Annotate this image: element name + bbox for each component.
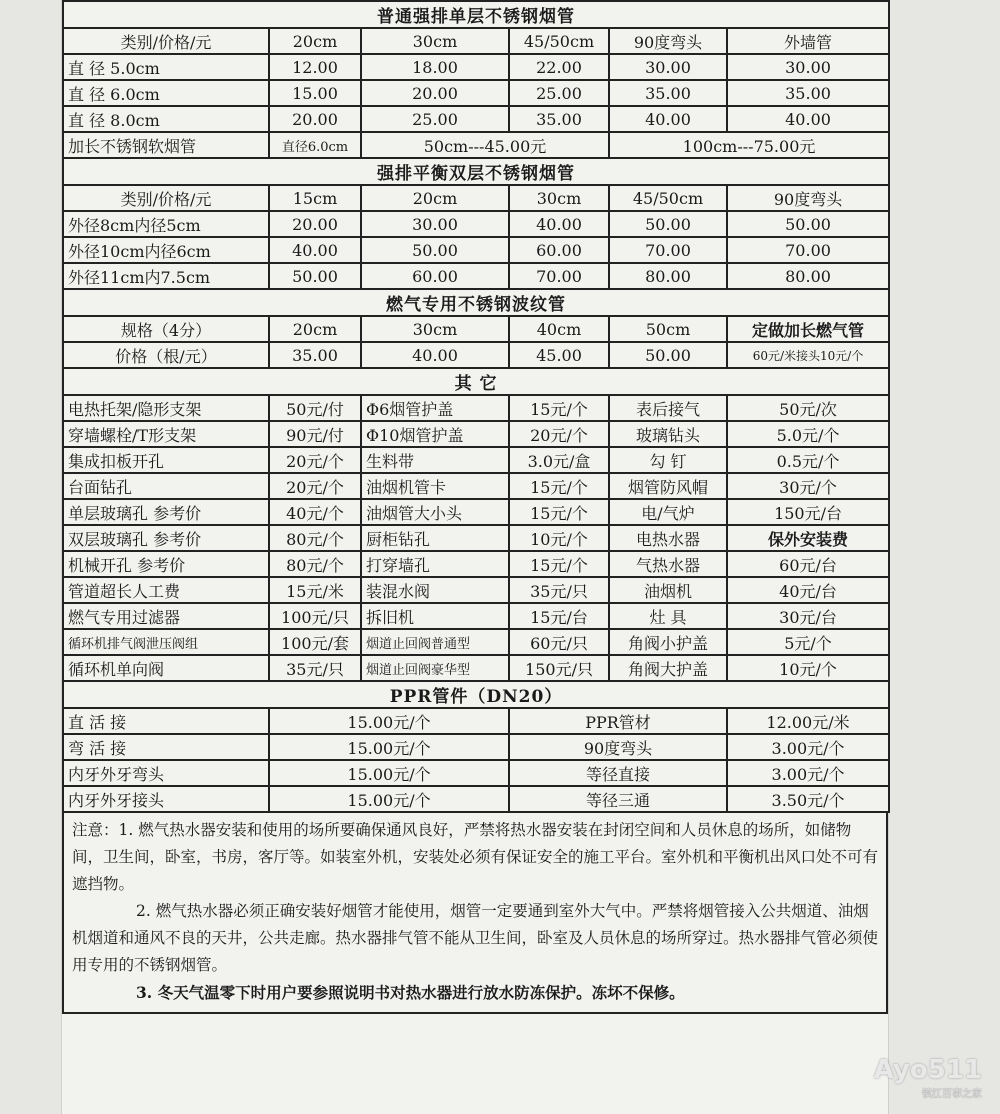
price-cell: 30.00: [727, 54, 889, 80]
row-label: 价格（根/元）: [63, 342, 269, 368]
item-label: 油烟机管卡: [361, 473, 509, 499]
price-cell: 15元/个: [509, 499, 609, 525]
watermark-sub: 镇江百事之家: [922, 1089, 982, 1100]
item-label: 内牙外牙接头: [63, 786, 269, 812]
item-label: 装混水阀: [361, 577, 509, 603]
table-row: [63, 760, 889, 786]
item-label: 直 活 接: [63, 708, 269, 734]
item-label: 烟道止回阀普通型: [361, 629, 509, 655]
price-cell: 15.00元/个: [269, 708, 509, 734]
price-cell: 15元/个: [509, 551, 609, 577]
price-cell: 22.00: [509, 54, 609, 80]
table-row: [63, 603, 889, 629]
price-cell: 100元/只: [269, 603, 361, 629]
price-cell: 20.00: [361, 80, 509, 106]
price-cell: 15.00: [269, 80, 361, 106]
header-cell: 15cm: [269, 185, 361, 211]
price-cell: 60元/台: [727, 551, 889, 577]
header-cell: 定做加长燃气管: [727, 316, 889, 342]
price-cell: 15元/个: [509, 395, 609, 421]
item-label: 拆旧机: [361, 603, 509, 629]
price-cell: 35.00: [509, 106, 609, 132]
section2-header-row: [63, 185, 889, 211]
item-label: 电/气炉: [609, 499, 727, 525]
item-label: 等径三通: [509, 786, 727, 812]
price-cell: 40元/台: [727, 577, 889, 603]
item-label: 气热水器: [609, 551, 727, 577]
item-label: 烟管防风帽: [609, 473, 727, 499]
item-label: 循环机排气阀泄压阀组: [63, 629, 269, 655]
item-label: 烟道止回阀豪华型: [361, 655, 509, 681]
price-cell: 15元/个: [509, 473, 609, 499]
item-label: 循环机单向阀: [63, 655, 269, 681]
price-cell: 70.00: [609, 237, 727, 263]
price-cell: 60元/米接头10元/个: [727, 342, 889, 368]
section4-title: 其 它: [63, 368, 889, 395]
table-row: [63, 395, 889, 421]
price-cell: 3.00元/个: [727, 734, 889, 760]
row-label: 直 径 5.0cm: [63, 54, 269, 80]
price-cell: 12.00元/米: [727, 708, 889, 734]
item-label: 油烟机: [609, 577, 727, 603]
header-cell: 20cm: [269, 316, 361, 342]
table-row: [63, 54, 889, 80]
price-cell: 20.00: [269, 211, 361, 237]
header-cell: 20cm: [269, 28, 361, 54]
row-label: 外径10cm内径6cm: [63, 237, 269, 263]
price-cell: 50cm---45.00元: [361, 132, 609, 158]
row-label: 直 径 6.0cm: [63, 80, 269, 106]
section3-header-row: [63, 316, 889, 342]
price-cell: 15.00元/个: [269, 734, 509, 760]
item-label: 弯 活 接: [63, 734, 269, 760]
price-cell: 40.00: [361, 342, 509, 368]
price-cell: 40.00: [727, 106, 889, 132]
header-cell: 类别/价格/元: [63, 185, 269, 211]
price-cell: 3.50元/个: [727, 786, 889, 812]
price-cell: 100元/套: [269, 629, 361, 655]
price-cell: 60元/只: [509, 629, 609, 655]
note-3: 3. 冬天气温零下时用户要参照说明书对热水器进行放水防冻保护。冻坏不保修。: [136, 983, 685, 1002]
price-table: [62, 0, 890, 813]
price-cell: 60.00: [361, 263, 509, 289]
price-cell: 80元/个: [269, 551, 361, 577]
table-row: [63, 708, 889, 734]
table-row: [63, 106, 889, 132]
price-cell: 50.00: [609, 211, 727, 237]
item-label: PPR管材: [509, 708, 727, 734]
header-cell: 40cm: [509, 316, 609, 342]
note-1: 注意：1. 燃气热水器安装和使用的场所要确保通风良好，严禁将热水器安装在封闭空间和人员休息的场所，如储物间，卫生间，卧室，书房，客厅等。如装室外机，安装处必须有保证安全的施工平台。室外机和平衡机出风口处不可有遮挡物。: [72, 821, 879, 893]
notes-section: [62, 813, 888, 1014]
row-label: 外径8cm内径5cm: [63, 211, 269, 237]
price-cell: 20元/个: [509, 421, 609, 447]
price-cell: 40.00: [609, 106, 727, 132]
price-cell: 10元/个: [509, 525, 609, 551]
price-cell: 15.00元/个: [269, 760, 509, 786]
item-label: 厨柜钻孔: [361, 525, 509, 551]
item-label: 生料带: [361, 447, 509, 473]
section5-title: PPR管件（DN20）: [63, 681, 889, 708]
table-row: [63, 629, 889, 655]
table-row: [63, 551, 889, 577]
price-cell: 35.00: [269, 342, 361, 368]
item-label: 管道超长人工费: [63, 577, 269, 603]
price-cell: 5元/个: [727, 629, 889, 655]
price-cell: 35元/只: [509, 577, 609, 603]
item-label: 等径直接: [509, 760, 727, 786]
item-label: Φ6烟管护盖: [361, 395, 509, 421]
price-cell: 70.00: [509, 263, 609, 289]
header-cell: 90度弯头: [609, 28, 727, 54]
table-row: [63, 786, 889, 812]
price-cell: 50元/付: [269, 395, 361, 421]
price-cell: 30元/个: [727, 473, 889, 499]
price-cell: 80.00: [727, 263, 889, 289]
price-cell: 5.0元/个: [727, 421, 889, 447]
price-cell: 20元/个: [269, 447, 361, 473]
section1-header-row: [63, 28, 889, 54]
price-cell: 35.00: [609, 80, 727, 106]
item-label: Φ10烟管护盖: [361, 421, 509, 447]
table-row: [63, 263, 889, 289]
header-cell: 30cm: [361, 28, 509, 54]
price-cell: 150元/台: [727, 499, 889, 525]
price-cell: 45.00: [509, 342, 609, 368]
price-cell: 35元/只: [269, 655, 361, 681]
price-cell: 30.00: [361, 211, 509, 237]
price-cell: 40.00: [269, 237, 361, 263]
table-row: [63, 447, 889, 473]
section1-title: 普通强排单层不锈钢烟管: [63, 1, 889, 28]
watermark-main: Ayo511: [873, 1055, 982, 1085]
item-label: 机械开孔 参考价: [63, 551, 269, 577]
item-label: 勾 钉: [609, 447, 727, 473]
price-cell: 18.00: [361, 54, 509, 80]
price-cell: 80.00: [609, 263, 727, 289]
price-cell: 3.00元/个: [727, 760, 889, 786]
price-cell: 60.00: [509, 237, 609, 263]
item-label: 集成扣板开孔: [63, 447, 269, 473]
item-label: 灶 具: [609, 603, 727, 629]
table-row: [63, 80, 889, 106]
header-cell: 30cm: [361, 316, 509, 342]
section3-title: 燃气专用不锈钢波纹管: [63, 289, 889, 316]
table-row: [63, 421, 889, 447]
price-cell: 100cm---75.00元: [609, 132, 889, 158]
table-row: [63, 577, 889, 603]
item-label: 角阀大护盖: [609, 655, 727, 681]
item-label: 90度弯头: [509, 734, 727, 760]
row-label: 外径11cm内7.5cm: [63, 263, 269, 289]
table-row: [63, 499, 889, 525]
price-cell: 20.00: [269, 106, 361, 132]
row-label: 加长不锈钢软烟管: [63, 132, 269, 158]
table-row: [63, 473, 889, 499]
price-cell: 70.00: [727, 237, 889, 263]
table-row: [63, 525, 889, 551]
price-cell: 30.00: [609, 54, 727, 80]
price-cell: 3.0元/盒: [509, 447, 609, 473]
price-cell: 20元/个: [269, 473, 361, 499]
item-label: 打穿墙孔: [361, 551, 509, 577]
price-cell: 10元/个: [727, 655, 889, 681]
price-cell: 25.00: [361, 106, 509, 132]
section2-title: 强排平衡双层不锈钢烟管: [63, 158, 889, 185]
note-2: 2. 燃气热水器必须正确安装好烟管才能使用，烟管一定要通到室外大气中。严禁将烟管接入公共烟道、油烟机烟道和通风不良的天井，公共走廊。热水器排气管不能从卫生间，卧室及人员休息的场所穿过。热水器排气管必须使用专用的不锈钢烟管。: [72, 902, 879, 974]
header-cell: 30cm: [509, 185, 609, 211]
price-sheet: [62, 0, 888, 1114]
price-cell: 15元/米: [269, 577, 361, 603]
price-cell: 50.00: [609, 342, 727, 368]
item-label: 单层玻璃孔 参考价: [63, 499, 269, 525]
item-label: 玻璃钻头: [609, 421, 727, 447]
header-cell: 45/50cm: [609, 185, 727, 211]
table-row: [63, 342, 889, 368]
item-label: 内牙外牙弯头: [63, 760, 269, 786]
price-cell: 150元/只: [509, 655, 609, 681]
price-cell: 0.5元/个: [727, 447, 889, 473]
item-label: 油烟管大小头: [361, 499, 509, 525]
price-cell: 35.00: [727, 80, 889, 106]
header-cell: 类别/价格/元: [63, 28, 269, 54]
price-cell: 40元/个: [269, 499, 361, 525]
item-label: 燃气专用过滤器: [63, 603, 269, 629]
price-cell: 50元/次: [727, 395, 889, 421]
price-cell: 80元/个: [269, 525, 361, 551]
item-label: 电热水器: [609, 525, 727, 551]
price-cell: 50.00: [361, 237, 509, 263]
item-label: 台面钻孔: [63, 473, 269, 499]
item-label: 双层玻璃孔 参考价: [63, 525, 269, 551]
price-cell: 50.00: [269, 263, 361, 289]
spec-cell: 直径6.0cm: [269, 132, 361, 158]
install-fee-header: 保外安装费: [727, 525, 889, 551]
price-cell: 25.00: [509, 80, 609, 106]
price-cell: 30元/台: [727, 603, 889, 629]
price-cell: 12.00: [269, 54, 361, 80]
row-label: 直 径 8.0cm: [63, 106, 269, 132]
table-row: [63, 211, 889, 237]
price-cell: 15.00元/个: [269, 786, 509, 812]
header-cell: 45/50cm: [509, 28, 609, 54]
header-cell: 规格（4分）: [63, 316, 269, 342]
item-label: 电热托架/隐形支架: [63, 395, 269, 421]
table-row: [63, 655, 889, 681]
price-cell: 15元/台: [509, 603, 609, 629]
site-watermark-logo: [874, 1055, 982, 1100]
header-cell: 外墙管: [727, 28, 889, 54]
header-cell: 90度弯头: [727, 185, 889, 211]
item-label: 角阀小护盖: [609, 629, 727, 655]
item-label: 表后接气: [609, 395, 727, 421]
item-label: 穿墙螺栓/T形支架: [63, 421, 269, 447]
table-row: [63, 734, 889, 760]
price-cell: 90元/付: [269, 421, 361, 447]
price-cell: 50.00: [727, 211, 889, 237]
extension-row: [63, 132, 889, 158]
header-cell: 50cm: [609, 316, 727, 342]
table-row: [63, 237, 889, 263]
header-cell: 20cm: [361, 185, 509, 211]
price-cell: 40.00: [509, 211, 609, 237]
